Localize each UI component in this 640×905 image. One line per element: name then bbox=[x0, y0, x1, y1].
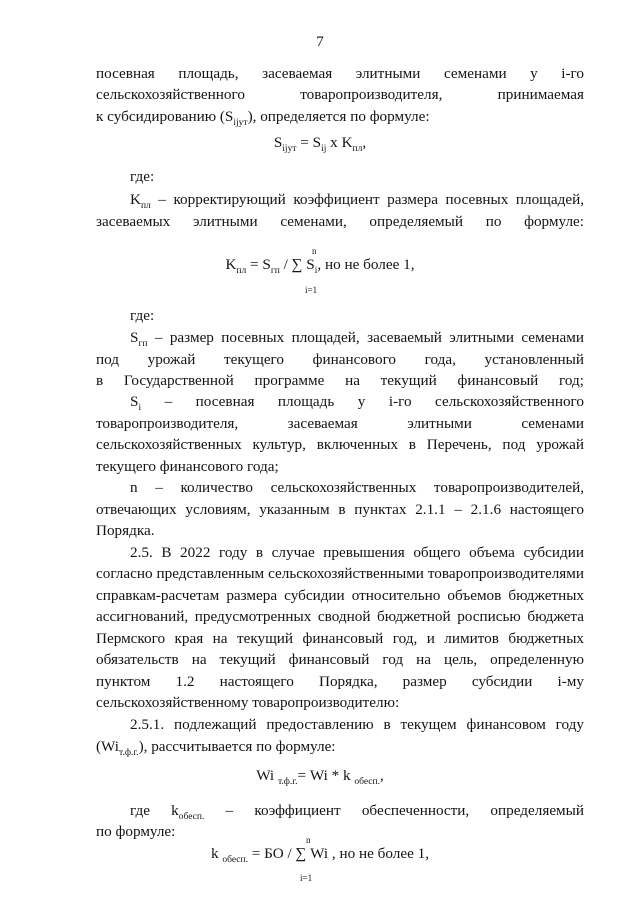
text-fragment: ), определяется по формуле: bbox=[247, 108, 430, 125]
text-line: согласно представленным сельскохозяйственными товаропроизводителями bbox=[96, 565, 584, 582]
text-line: посевная площадь, засеваемая элитными семенами у i-го bbox=[96, 65, 584, 82]
formula-s-ijut: $S_{ijут} = S_{ij}$ x $K_{пл}$, bbox=[273, 134, 367, 154]
text-line: обязательств на текущий финансовый год на цель, определенную bbox=[96, 651, 584, 668]
text-line: засеваемых элитными семенами, определяемый по формуле: bbox=[96, 213, 584, 230]
text-line: $K_{пл}$ – корректирующий коэффициент размера посевных площадей, bbox=[130, 191, 584, 211]
text-line: сельскохозяйственному товаропроизводителю: bbox=[96, 694, 400, 711]
text-line: справкам-расчетам размера субсидии относительно объемов бюджетных bbox=[96, 587, 584, 604]
formula-wi-tfg: Wi $_{т.ф.г.}$= Wi * k $_{обесп.}$, bbox=[256, 767, 384, 787]
page-number: 7 bbox=[316, 34, 324, 50]
text-line: $S_{гп}$ – размер посевных площадей, засеваемый элитными семенами bbox=[130, 329, 584, 349]
text-line: сельскохозяйственного товаропроизводителя, принимаемая bbox=[96, 86, 584, 103]
text-line: сельскохозяйственных культур, включенных в Перечень, под урожай bbox=[96, 436, 584, 453]
text-line: $S_i$ – посевная площадь у i-го сельскохозяйственного bbox=[130, 393, 584, 413]
text-line: где $k_{обесп.}$ – коэффициент обеспеченности, определяемый bbox=[130, 802, 584, 822]
text-line: ассигнований, предусмотренных сводной бюджетной росписью бюджета bbox=[96, 608, 584, 625]
text-line: Порядка. bbox=[96, 522, 155, 539]
text-line: n – количество сельскохозяйственных товаропроизводителей, bbox=[130, 479, 584, 496]
sum-upper-limit: n bbox=[306, 835, 311, 845]
sum-upper-limit: n bbox=[312, 246, 317, 256]
text-fragment: к субсидированию (S bbox=[96, 108, 234, 125]
text-line: $(Wi_{т.ф.г.})$, рассчитывается по формуле: bbox=[96, 738, 336, 758]
text-line: под урожай текущего финансового года, установленный bbox=[96, 351, 584, 368]
sum-lower-limit: i=1 bbox=[305, 285, 318, 295]
text-line: отвечающих условиям, указанным в пунктах 2.1.1 – 2.1.6 настоящего bbox=[96, 501, 584, 518]
text-line: 2.5.1. подлежащий предоставлению в текущем финансовом году bbox=[130, 716, 584, 733]
text-line bbox=[96, 106, 584, 128]
text-line: в Государственной программе на текущий финансовый год; bbox=[96, 372, 584, 389]
text-line: по формуле: bbox=[96, 823, 176, 840]
text-line: текущего финансового года; bbox=[96, 458, 279, 475]
where-label: где: bbox=[130, 307, 155, 324]
sum-lower-limit: i=1 bbox=[300, 873, 313, 883]
text-line: 2.5. В 2022 году в случае превышения общего объема субсидии bbox=[130, 544, 584, 561]
text-line: пунктом 1.2 настоящего Порядка, размер субсидии i-му bbox=[96, 673, 584, 690]
text-line: Пермского края на текущий финансовый год, и лимитов бюджетных bbox=[96, 630, 584, 647]
text-line: товаропроизводителя, засеваемая элитными семенами bbox=[96, 415, 584, 432]
subscript: ijут bbox=[233, 118, 248, 128]
where-label: где: bbox=[130, 168, 155, 185]
